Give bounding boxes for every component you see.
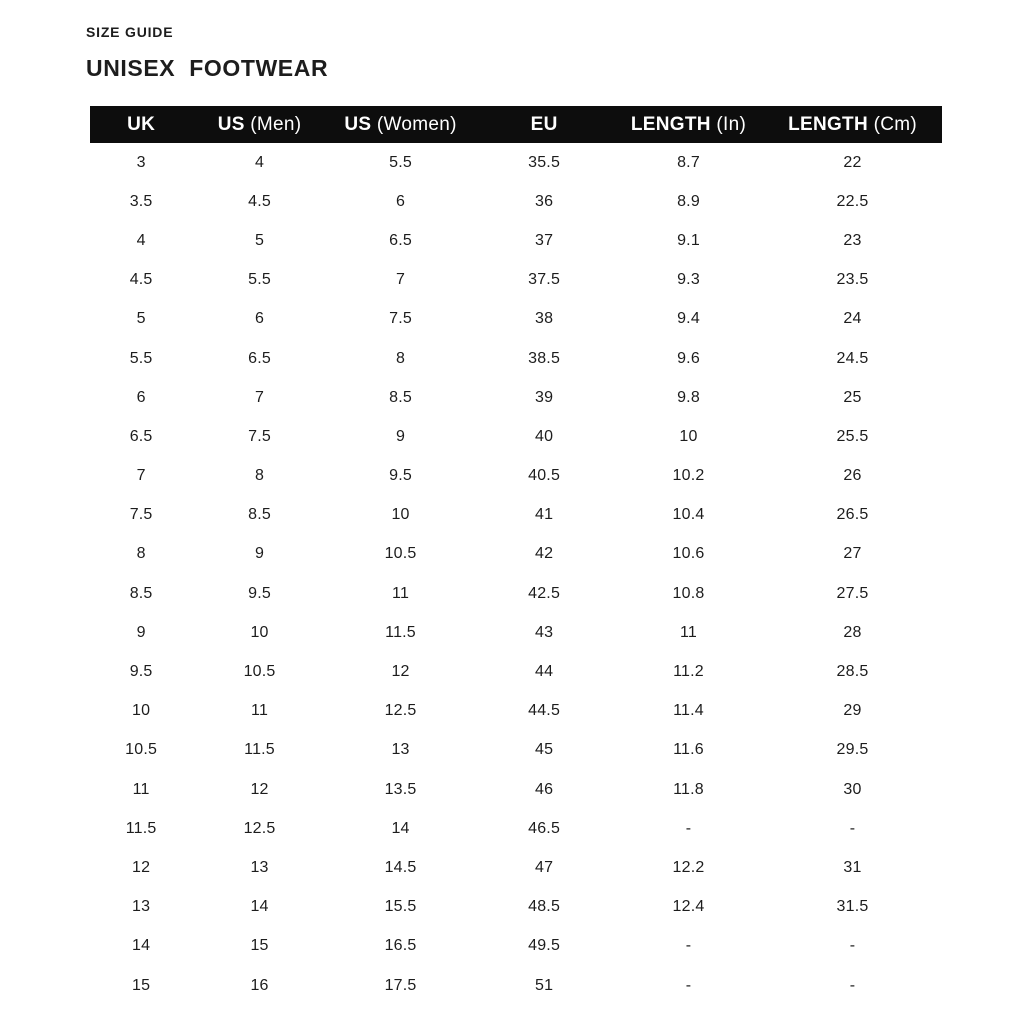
size-cell-uk: 10 [132, 702, 151, 720]
size-cell-eu: 36 [534, 192, 554, 210]
size-cell-us-men: 9 [254, 545, 265, 563]
size-cell-us-men: 11 [251, 702, 269, 720]
table-row [90, 574, 942, 613]
size-cell-uk: 11.5 [125, 819, 157, 837]
size-cell-eu: 42 [534, 545, 554, 563]
size-cell-us-women: 5.5 [389, 153, 412, 171]
size-cell-us-women: 11 [392, 584, 410, 602]
table-row [90, 692, 942, 731]
page-title: UNISEX FOOTWEAR [86, 55, 329, 81]
size-cell-us-women: 7.5 [389, 310, 412, 328]
size-cell-us-men: 10 [250, 623, 269, 641]
size-cell-eu: 47 [534, 858, 554, 876]
size-cell-us-women: 9 [395, 427, 406, 445]
size-cell-us-women: 16.5 [384, 937, 417, 955]
table-row [90, 261, 942, 300]
size-cell-length-cm: 28.5 [836, 663, 869, 681]
size-cell-us-women: 13 [391, 741, 410, 759]
size-cell-us-men: 4 [254, 153, 265, 171]
size-cell-length-cm: - [849, 819, 856, 837]
table-row [90, 535, 942, 574]
table-row [90, 182, 942, 221]
size-cell-us-men: 11.5 [244, 741, 275, 759]
size-cell-length-in: 11.4 [673, 702, 704, 720]
size-cell-eu: 44 [534, 663, 554, 681]
size-cell-us-men: 5.5 [248, 271, 271, 289]
size-cell-length-cm: 23.5 [836, 271, 869, 289]
size-cell-eu: 46.5 [528, 819, 561, 837]
size-cell-us-women: 10 [391, 506, 410, 524]
size-cell-us-women: 12.5 [384, 702, 417, 720]
size-cell-us-men: 13 [250, 858, 269, 876]
size-cell-length-in: 10 [679, 427, 698, 445]
size-cell-uk: 7.5 [129, 506, 153, 524]
size-cell-length-in: 9.6 [677, 349, 700, 367]
size-cell-us-men: 14 [250, 898, 269, 916]
size-cell-eu: 51 [534, 976, 554, 994]
size-cell-uk: 5 [136, 310, 146, 328]
size-cell-us-women: 12 [391, 663, 410, 681]
size-cell-eu: 49.5 [528, 937, 561, 955]
table-row [90, 652, 942, 691]
size-cell-eu: 43 [534, 623, 554, 641]
size-conversion-table [90, 106, 942, 1005]
size-cell-us-men: 7 [254, 388, 265, 406]
size-cell-us-men: 6 [254, 310, 265, 328]
table-row [90, 731, 942, 770]
size-cell-length-cm: 29 [843, 702, 862, 720]
size-cell-eu: 40.5 [528, 467, 561, 485]
table-row [90, 613, 942, 652]
size-cell-eu: 38.5 [528, 349, 561, 367]
column-header-main: UK [127, 113, 156, 135]
size-cell-eu: 38 [534, 310, 554, 328]
size-cell-length-cm: 23 [843, 231, 862, 249]
table-row [90, 809, 942, 848]
size-cell-length-cm: 25.5 [836, 427, 869, 445]
size-cell-us-women: 9.5 [389, 467, 412, 485]
size-cell-us-men: 12.5 [243, 819, 276, 837]
size-cell-length-cm: 28 [843, 623, 862, 641]
size-cell-us-women: 14 [391, 819, 410, 837]
size-cell-eu: 39 [534, 388, 554, 406]
size-cell-uk: 14 [132, 937, 151, 955]
table-row [90, 417, 942, 456]
size-cell-length-in: 8.7 [677, 153, 700, 171]
size-cell-us-men: 6.5 [248, 349, 271, 367]
size-cell-length-in: 11.8 [673, 780, 704, 798]
size-cell-us-men: 9.5 [248, 584, 271, 602]
column-header-suffix: (Cm) [867, 113, 917, 135]
column-header-length-cm [763, 106, 942, 143]
size-cell-uk: 9 [136, 623, 146, 641]
size-cell-us-men: 12 [250, 780, 269, 798]
size-cell-us-men: 16 [250, 976, 269, 994]
table-row [90, 457, 942, 496]
column-header-main: LENGTH [788, 113, 868, 135]
column-header-us-women [327, 106, 474, 143]
size-cell-uk: 9.5 [129, 663, 153, 681]
size-cell-eu: 42.5 [528, 584, 561, 602]
column-header-main: LENGTH [630, 113, 711, 135]
size-guide-eyebrow: SIZE GUIDE [86, 24, 174, 40]
size-cell-us-women: 10.5 [384, 545, 417, 563]
size-cell-us-women: 14.5 [384, 858, 417, 876]
size-cell-uk: 7 [136, 467, 146, 485]
size-cell-length-in: 12.2 [672, 858, 705, 876]
size-cell-length-cm: 26 [843, 467, 862, 485]
size-cell-length-in: 9.3 [677, 271, 700, 289]
table-row [90, 339, 942, 378]
size-cell-uk: 6 [136, 388, 146, 406]
column-header-us-men [192, 106, 327, 143]
size-cell-uk: 8.5 [129, 584, 153, 602]
size-cell-length-cm: - [849, 937, 856, 955]
size-cell-length-in: - [685, 819, 692, 837]
size-cell-uk: 15 [132, 976, 151, 994]
size-cell-eu: 40 [534, 427, 554, 445]
size-cell-length-cm: 24 [843, 310, 862, 328]
size-cell-eu: 46 [534, 780, 554, 798]
size-cell-us-men: 5 [254, 231, 265, 249]
table-row [90, 300, 942, 339]
size-cell-length-in: 11.6 [673, 741, 704, 759]
size-table-body [90, 143, 942, 1005]
size-cell-length-cm: 22.5 [836, 192, 869, 210]
size-cell-uk: 8 [136, 545, 146, 563]
size-cell-us-women: 6 [395, 192, 406, 210]
size-cell-eu: 48.5 [528, 898, 561, 916]
size-cell-length-in: 9.8 [677, 388, 700, 406]
size-cell-eu: 45 [534, 741, 554, 759]
size-cell-eu: 35.5 [528, 153, 561, 171]
size-cell-length-cm: 25 [843, 388, 862, 406]
size-cell-length-in: 11 [679, 623, 697, 641]
size-cell-length-cm: - [849, 976, 856, 994]
column-header-suffix: (Women) [371, 113, 457, 135]
size-cell-us-men: 8.5 [248, 506, 271, 524]
table-row [90, 221, 942, 260]
table-row [90, 496, 942, 535]
column-header-eu [474, 106, 614, 143]
size-table-container [90, 106, 942, 1005]
table-row [90, 927, 942, 966]
size-cell-us-men: 7.5 [248, 427, 271, 445]
column-header-length-in [614, 106, 763, 143]
size-cell-us-women: 7 [395, 271, 406, 289]
size-cell-length-in: 10.2 [672, 467, 705, 485]
size-cell-length-cm: 26.5 [836, 506, 869, 524]
column-header-main: EU [530, 113, 558, 135]
size-cell-eu: 37 [534, 231, 554, 249]
table-row [90, 888, 942, 927]
size-cell-us-women: 8 [395, 349, 406, 367]
table-row [90, 966, 942, 1005]
table-row [90, 143, 942, 182]
size-cell-length-cm: 30 [843, 780, 862, 798]
size-cell-length-cm: 27.5 [836, 584, 869, 602]
size-cell-uk: 10.5 [125, 741, 158, 759]
column-header-main: US [217, 113, 245, 135]
size-cell-length-cm: 31.5 [836, 898, 869, 916]
size-cell-length-cm: 22 [843, 153, 862, 171]
size-cell-length-in: 11.2 [673, 663, 704, 681]
size-cell-uk: 4.5 [129, 271, 153, 289]
size-cell-eu: 44.5 [528, 702, 561, 720]
size-cell-length-cm: 29.5 [836, 741, 869, 759]
size-cell-eu: 37.5 [528, 271, 561, 289]
size-cell-uk: 6.5 [129, 427, 153, 445]
column-header-suffix: (Men) [244, 113, 302, 135]
size-cell-us-women: 17.5 [384, 976, 417, 994]
header-row [90, 106, 942, 143]
table-row [90, 770, 942, 809]
size-cell-us-women: 6.5 [389, 231, 412, 249]
size-cell-length-cm: 24.5 [836, 349, 869, 367]
size-cell-uk: 13 [132, 898, 151, 916]
column-header-main: US [344, 113, 372, 135]
size-cell-us-women: 15.5 [384, 898, 417, 916]
size-cell-us-men: 8 [254, 467, 265, 485]
size-cell-uk: 11 [132, 780, 150, 798]
size-cell-eu: 41 [534, 506, 554, 524]
size-cell-us-men: 10.5 [243, 663, 276, 681]
size-cell-us-men: 4.5 [248, 192, 271, 210]
size-cell-length-cm: 27 [843, 545, 862, 563]
size-cell-length-in: - [685, 937, 692, 955]
column-header-suffix: (In) [710, 113, 747, 135]
size-cell-uk: 3.5 [129, 192, 153, 210]
size-cell-uk: 5.5 [129, 349, 153, 367]
size-cell-length-in: 12.4 [672, 898, 705, 916]
size-cell-length-in: 9.1 [677, 231, 700, 249]
size-cell-us-women: 11.5 [385, 623, 416, 641]
table-row [90, 848, 942, 887]
size-cell-us-women: 13.5 [384, 780, 417, 798]
size-cell-us-men: 15 [250, 937, 269, 955]
size-cell-length-in: 10.4 [672, 506, 705, 524]
size-cell-length-in: 10.6 [672, 545, 705, 563]
size-cell-length-in: 10.8 [672, 584, 705, 602]
size-cell-length-cm: 31 [843, 858, 862, 876]
size-cell-uk: 12 [132, 858, 151, 876]
size-cell-uk: 4 [136, 231, 146, 249]
size-table-header [90, 106, 942, 143]
size-cell-us-women: 8.5 [389, 388, 412, 406]
column-header-uk [90, 106, 192, 143]
size-cell-length-in: 8.9 [677, 192, 700, 210]
size-cell-uk: 3 [136, 153, 146, 171]
size-cell-length-in: 9.4 [677, 310, 700, 328]
table-row [90, 378, 942, 417]
size-cell-length-in: - [685, 976, 692, 994]
